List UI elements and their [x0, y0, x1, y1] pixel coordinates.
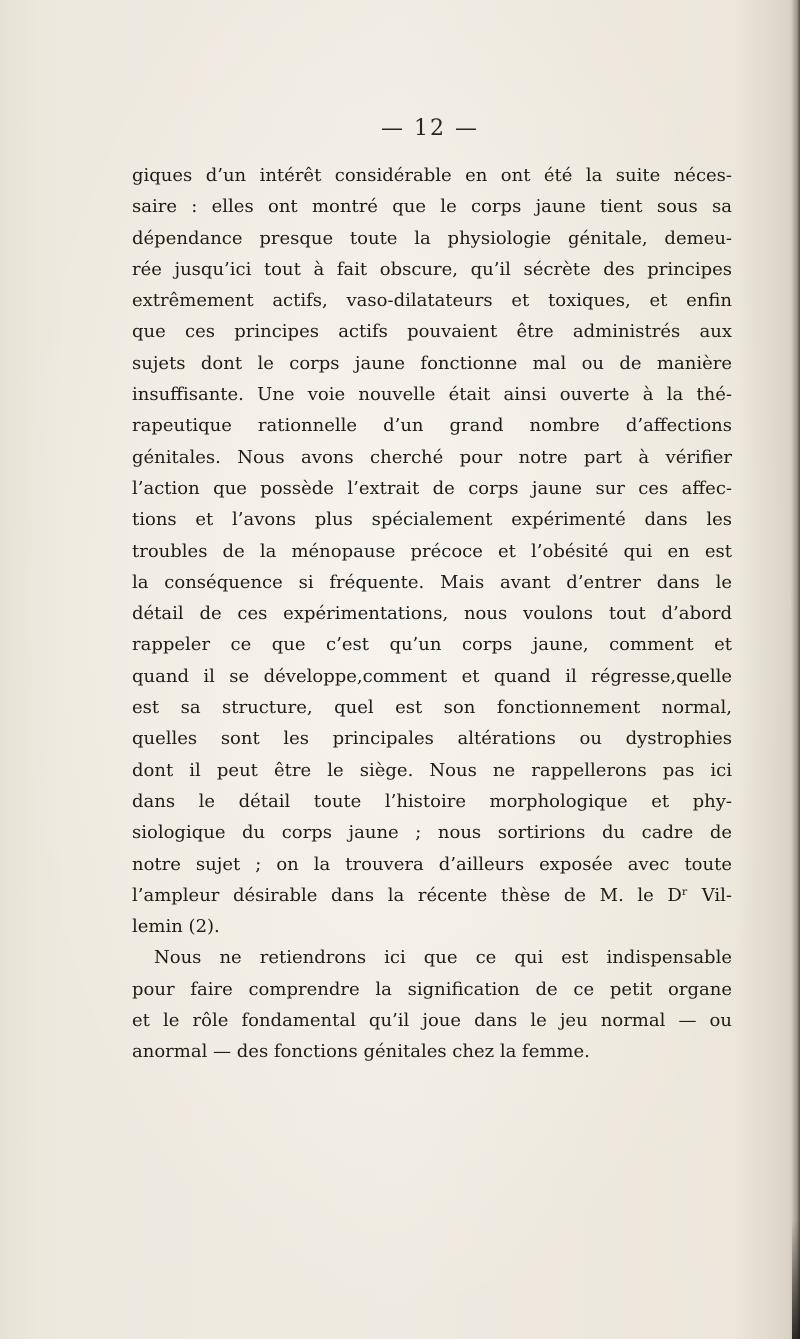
text-line: est sa structure, quel est son fonctionnement normal,: [132, 697, 732, 719]
page-corner-shadow: [792, 1219, 800, 1339]
text-line: anormal — des fonctions génitales chez la femme.: [132, 1041, 590, 1063]
text-line: giques d’un intérêt considérable en ont été la suite néces-: [132, 165, 732, 186]
text-line: saire : elles ont montré que le corps jaune tient sous sa: [132, 196, 732, 218]
text-line: tions et l’avons plus spécialement expérimenté dans les: [132, 509, 732, 531]
text-line: sujets dont le corps jaune fonctionne mal ou de manière: [132, 352, 732, 374]
paragraph-2: [132, 942, 732, 1067]
text-line: rée jusqu’ici tout à fait obscure, qu’il sécrète des principes: [132, 258, 732, 280]
text-line: rappeler ce que c’est qu’un corps jaune, comment et: [132, 634, 732, 656]
text-line: siologique du corps jaune ; nous sortirions du cadre de: [132, 822, 732, 844]
text-line: que ces principes actifs pouvaient être administrés aux: [132, 321, 732, 343]
page-number: — 12 —: [381, 116, 479, 141]
text-line: et le rôle fondamental qu’il joue dans le jeu normal — ou: [132, 1010, 732, 1032]
text-line: détail de ces expérimentations, nous voulons tout d’abord: [132, 603, 732, 625]
text-line: l’ampleur désirable dans la récente thèse de M. le Dʳ Vil-: [132, 884, 732, 906]
text-line: lemin (2).: [132, 916, 220, 938]
text-line: quand il se développe,comment et quand il régresse,quelle: [132, 665, 732, 687]
page-edge-shadow: [790, 0, 800, 1339]
text-line: extrêmement actifs, vaso-dilatateurs et toxiques, et enfin: [132, 290, 732, 312]
text-line: la conséquence si fréquente. Mais avant d’entrer dans le: [132, 571, 732, 593]
text-line: rapeutique rationnelle d’un grand nombre d’affections: [132, 415, 732, 437]
paragraph-1: [132, 160, 732, 942]
text-line: dans le détail toute l’histoire morphologique et phy-: [132, 790, 732, 812]
text-line: Nous ne retiendrons ici que ce qui est indispensable: [154, 947, 732, 969]
text-line: notre sujet ; on la trouvera d’ailleurs exposée avec toute: [132, 853, 732, 875]
text-line: l’action que possède l’extrait de corps jaune sur ces affec-: [132, 477, 732, 499]
text-line: pour faire comprendre la signification de ce petit organe: [132, 978, 732, 1000]
text-line: dépendance presque toute la physiologie génitale, demeu-: [132, 227, 732, 249]
text-line: dont il peut être le siège. Nous ne rappellerons pas ici: [132, 759, 732, 781]
text-line: troubles de la ménopause précoce et l’obésité qui en est: [132, 540, 732, 562]
body-text: [132, 160, 732, 1068]
text-line: insuffisante. Une voie nouvelle était ainsi ouverte à la thé-: [132, 384, 732, 406]
text-line: génitales. Nous avons cherché pour notre part à vérifier: [132, 446, 732, 468]
text-line: quelles sont les principales altérations ou dystrophies: [132, 728, 732, 750]
